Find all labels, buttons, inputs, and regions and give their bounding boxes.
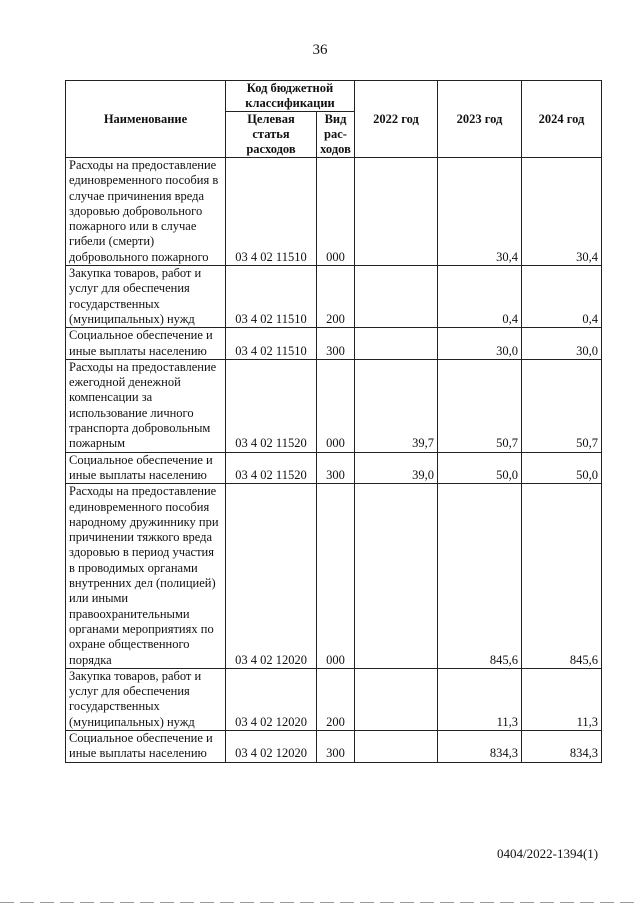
cell-code: 03 4 02 11520 [226, 359, 317, 452]
cell-name: Расходы на предоставление единовременного пособия народному дружиннику при причинении тяжкого вреда здоровью в период участия в проводимых органами внутренних дел (полицией) или иными правоохранительными органами мероприятиях по охране общественного порядка [66, 484, 226, 669]
cell-code: 03 4 02 12020 [226, 668, 317, 730]
budget-table [65, 80, 602, 763]
cell-y2023: 30,4 [438, 158, 522, 266]
table-row [66, 668, 602, 730]
cell-y2022: 39,7 [355, 359, 438, 452]
cell-code: 03 4 02 11510 [226, 158, 317, 266]
cell-y2024: 0,4 [522, 266, 602, 328]
cell-name: Социальное обеспечение и иные выплаты населению [66, 730, 226, 762]
page-number: 36 [312, 42, 328, 58]
cell-y2023: 11,3 [438, 668, 522, 730]
cell-code: 03 4 02 11510 [226, 266, 317, 328]
scan-edge-line [0, 902, 640, 903]
cell-name: Социальное обеспечение и иные выплаты населению [66, 328, 226, 360]
cell-y2024: 30,4 [522, 158, 602, 266]
cell-code: 03 4 02 11510 [226, 328, 317, 360]
header-2024: 2024 год [522, 81, 602, 158]
cell-y2022: 39,0 [355, 452, 438, 484]
cell-y2022 [355, 668, 438, 730]
cell-y2024: 50,0 [522, 452, 602, 484]
cell-y2022 [355, 730, 438, 762]
cell-vid: 000 [317, 484, 355, 669]
cell-vid: 200 [317, 668, 355, 730]
cell-vid: 300 [317, 452, 355, 484]
cell-name: Закупка товаров, работ и услуг для обеспечения государственных (муниципальных) нужд [66, 266, 226, 328]
cell-y2022 [355, 484, 438, 669]
header-name: Наименование [66, 81, 226, 158]
table-row [66, 730, 602, 762]
cell-vid: 000 [317, 359, 355, 452]
cell-code: 03 4 02 12020 [226, 484, 317, 669]
cell-y2024: 50,7 [522, 359, 602, 452]
header-expense-kind: Вид рас-ходов [317, 112, 355, 158]
table-row [66, 158, 602, 266]
cell-code: 03 4 02 11520 [226, 452, 317, 484]
cell-name: Расходы на предоставление ежегодной денежной компенсации за использование личного транспорта добровольным пожарным [66, 359, 226, 452]
cell-vid: 300 [317, 730, 355, 762]
cell-y2022 [355, 266, 438, 328]
table-row [66, 359, 602, 452]
cell-y2023: 30,0 [438, 328, 522, 360]
cell-name: Расходы на предоставление единовременного пособия в случае причинения вреда здоровью добровольного пожарного или в случае гибели (смерти) добровольного пожарного [66, 158, 226, 266]
cell-vid: 200 [317, 266, 355, 328]
cell-y2023: 0,4 [438, 266, 522, 328]
cell-vid: 000 [317, 158, 355, 266]
cell-name: Социальное обеспечение и иные выплаты населению [66, 452, 226, 484]
cell-y2024: 11,3 [522, 668, 602, 730]
header-2022: 2022 год [355, 81, 438, 158]
cell-y2022 [355, 328, 438, 360]
cell-name: Закупка товаров, работ и услуг для обеспечения государственных (муниципальных) нужд [66, 668, 226, 730]
cell-y2024: 30,0 [522, 328, 602, 360]
cell-y2023: 834,3 [438, 730, 522, 762]
header-target-article: Целевая статья расходов [226, 112, 317, 158]
table-row [66, 266, 602, 328]
cell-y2022 [355, 158, 438, 266]
header-budget-code: Код бюджетной классификации [226, 81, 355, 112]
cell-y2023: 50,7 [438, 359, 522, 452]
document-reference: 0404/2022-1394(1) [497, 846, 599, 861]
table-row [66, 452, 602, 484]
cell-vid: 300 [317, 328, 355, 360]
header-2023: 2023 год [438, 81, 522, 158]
cell-y2024: 834,3 [522, 730, 602, 762]
table-row [66, 328, 602, 360]
cell-y2024: 845,6 [522, 484, 602, 669]
cell-y2023: 845,6 [438, 484, 522, 669]
cell-code: 03 4 02 12020 [226, 730, 317, 762]
cell-y2023: 50,0 [438, 452, 522, 484]
table-row [66, 484, 602, 669]
